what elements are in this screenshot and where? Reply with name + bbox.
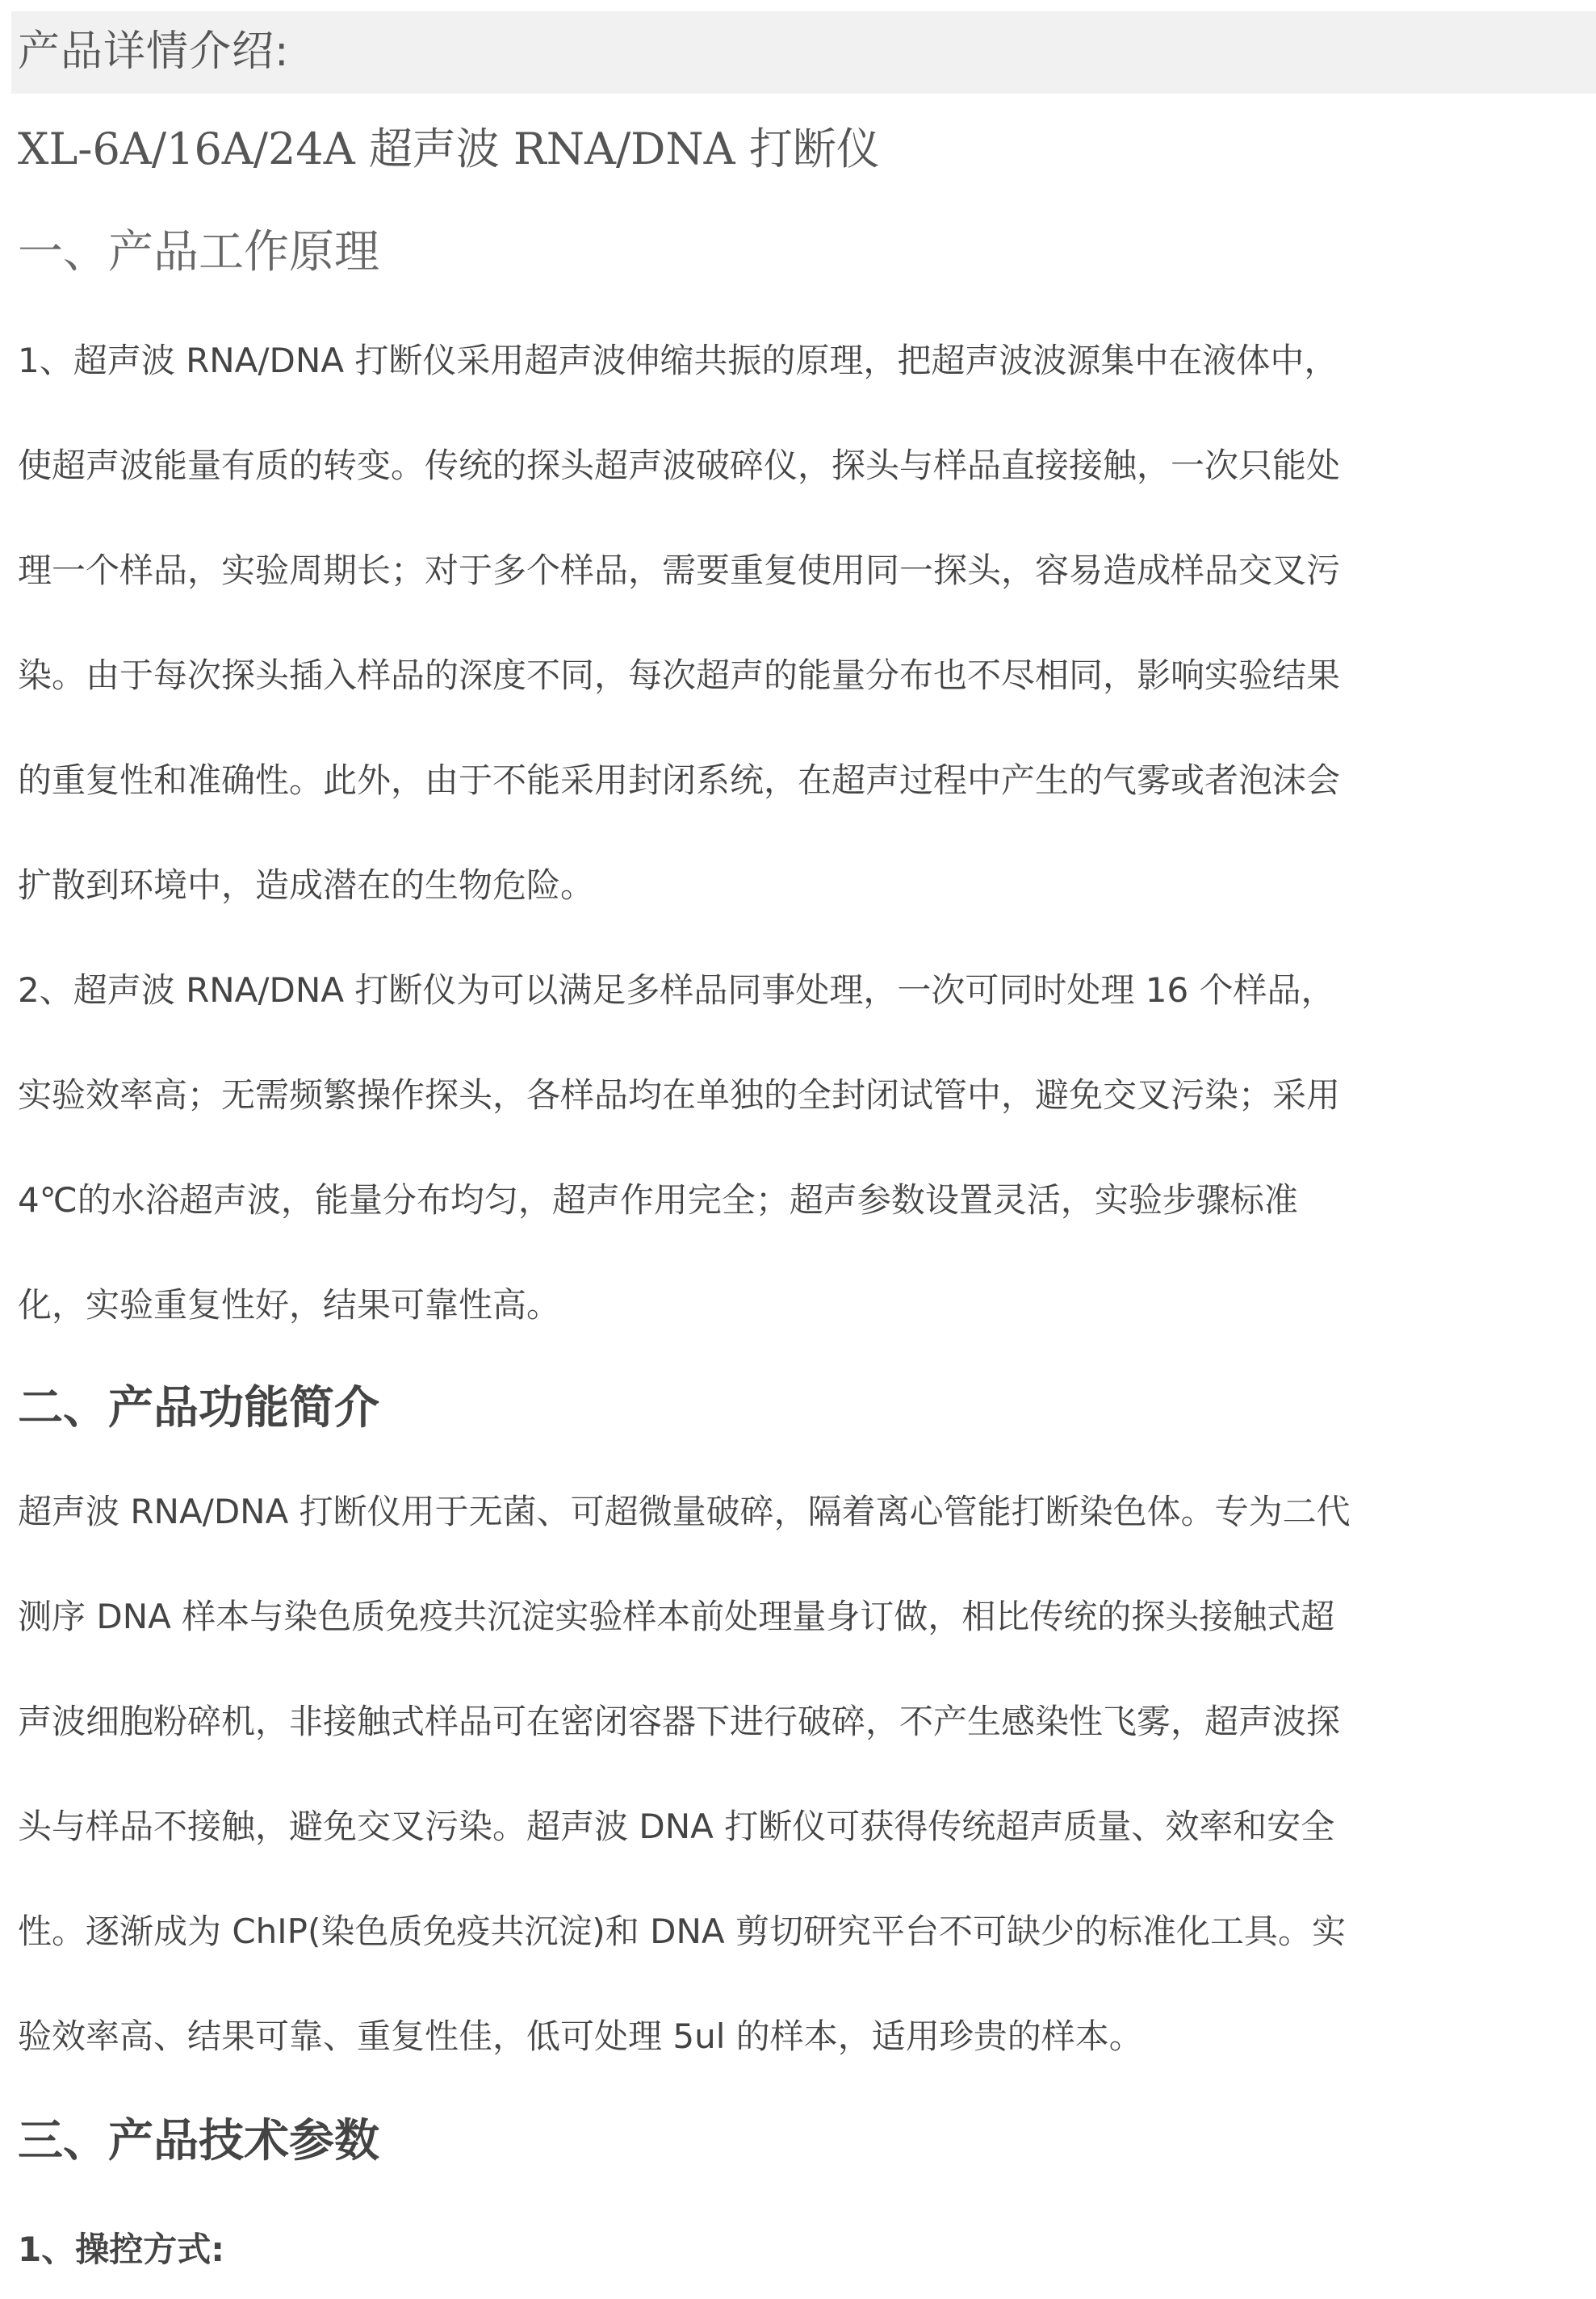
paragraph-line: 头与样品不接触，避免交叉污染。超声波 DNA 打断仪可获得传统超声质量、效率和安全 [18, 1807, 1335, 1846]
section-heading-specs: 三、产品技术参数 [18, 2115, 379, 2167]
principle-paragraph-1 [18, 308, 1340, 938]
paragraph-line: 测序 DNA 样本与染色质免疫共沉淀实验样本前处理量身订做，相比传统的探头接触式超 [18, 1597, 1335, 1636]
page-title: 产品详情介绍: [18, 27, 290, 76]
section-heading-principle: 一、产品工作原理 [18, 226, 379, 278]
paragraph-line: 4℃的水浴超声波，能量分布均匀，超声作用完全；超声参数设置灵活，实验步骤标准 [18, 1180, 1298, 1220]
paragraph-line: 声波细胞粉碎机，非接触式样品可在密闭容器下进行破碎，不产生感染性飞雾，超声波探 [18, 1702, 1341, 1741]
paragraph-line: 2、超声波 RNA/DNA 打断仪为可以满足多样品同事处理，一次可同时处理 16 个样品， [18, 970, 1335, 1010]
paragraph-line: 实验效率高；无需频繁操作探头，各样品均在单独的全封闭试管中，避免交叉污染；采用 [18, 1075, 1341, 1115]
section-heading-function: 二、产品功能简介 [18, 1382, 379, 1434]
section-header-bar [11, 11, 1596, 94]
paragraph-line: 使超声波能量有质的转变。传统的探头超声波破碎仪，探头与样品直接接触，一次只能处 [18, 446, 1341, 485]
paragraph-line: 超声波 RNA/DNA 打断仪用于无菌、可超微量破碎，隔着离心管能打断染色体。专为二代 [18, 1492, 1351, 1531]
paragraph-line: 性。逐渐成为 ChIP(染色质免疫共沉淀)和 DNA 剪切研究平台不可缺少的标准化工具。实 [18, 1912, 1346, 1951]
paragraph-line: 验效率高、结果可靠、重复性佳，低可处理 5ul 的样本，适用珍贵的样本。 [18, 2016, 1143, 2056]
principle-paragraph-2 [18, 938, 1340, 1358]
paragraph-line: 1、超声波 RNA/DNA 打断仪采用超声波伸缩共振的原理，把超声波波源集中在液体中， [18, 341, 1338, 380]
product-name: XL-6A/16A/24A 超声波 RNA/DNA 打断仪 [18, 124, 880, 174]
paragraph-line: 扩散到环境中，造成潜在的生物危险。 [18, 865, 595, 905]
specs-sub-heading: 1、操控方式: [18, 2230, 225, 2269]
paragraph-line: 化，实验重复性好，结果可靠性高。 [18, 1285, 561, 1325]
paragraph-line: 理一个样品，实验周期长；对于多个样品，需要重复使用同一探头，容易造成样品交叉污 [18, 551, 1341, 590]
paragraph-line: 染。由于每次探头插入样品的深度不同，每次超声的能量分布也不尽相同，影响实验结果 [18, 655, 1341, 695]
paragraph-line: 的重复性和准确性。此外，由于不能采用封闭系统，在超声过程中产生的气雾或者泡沫会 [18, 760, 1341, 800]
function-paragraph [18, 1459, 1351, 2089]
